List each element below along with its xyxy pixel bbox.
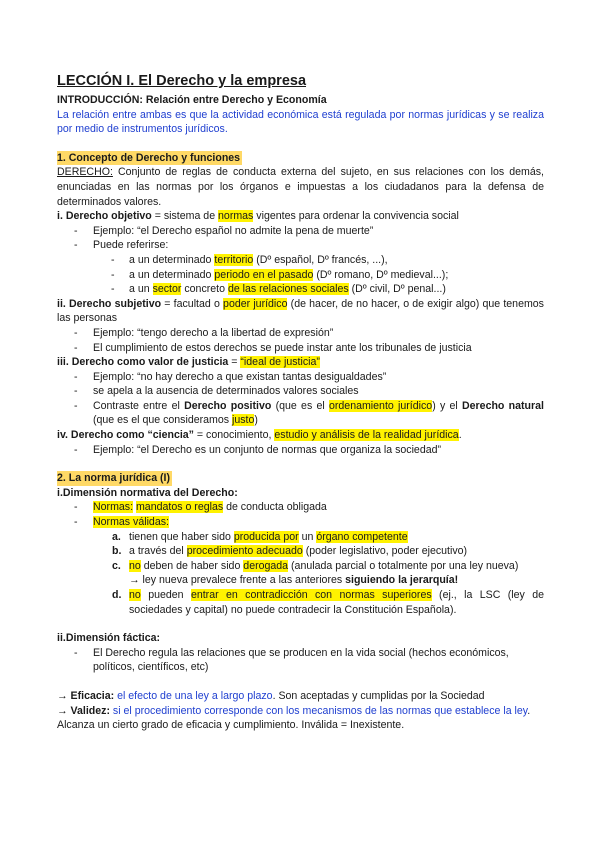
section-1-heading: 1. Concepto de Derecho y funciones <box>57 151 241 164</box>
derecho-objetivo: i. Derecho objetivo = sistema de normas vigentes para ordenar la convivencia social <box>57 210 459 223</box>
list-item: - Ejemplo: “el Derecho español no admite la pena de muerte” <box>57 224 544 239</box>
dimension-normativa-heading: i.Dimensión normativa del Derecho: <box>57 486 238 499</box>
list-item: - se apela a la ausencia de determinados valores sociales <box>57 384 544 399</box>
page-title: LECCIÓN I. El Derecho y la empresa <box>57 73 307 89</box>
list-item: c. no deben de haber sido derogada (anulada parcial o totalmente por una ley nueva) → ley nueva prevalece frente a las anteriores siguiendo la jerarquía! <box>112 559 519 587</box>
list-item: d. no pueden entrar en contradicción con normas superiores (ej., la LSC (ley de sociedades y capital) no puede contradecir la Constitución Española). <box>112 589 544 616</box>
document-page <box>57 72 544 733</box>
list-item: - El cumplimiento de estos derechos se puede instar ante los tribunales de justicia <box>57 341 544 356</box>
list-item: - Ejemplo: “tengo derecho a la libertad de expresión” <box>57 326 544 341</box>
derecho-valor-justicia: iii. Derecho como valor de justicia = “ideal de justicia” <box>57 356 320 369</box>
subjetivo-list <box>57 326 544 355</box>
factica-list <box>57 646 544 675</box>
list-item: - a un sector concreto de las relaciones sociales (Dº civil, Dº penal...) <box>57 282 544 297</box>
list-item: - Contraste entre el Derecho positivo (que es el ordenamiento jurídico) y el Derecho natural (que es el que consideramos justo) <box>57 399 544 428</box>
intro-text: La relación entre ambas es que la actividad económica está regulada por normas jurídicas y se realiza por medio de instrumentos jurídicos. <box>57 108 544 136</box>
list-item: - El Derecho regula las relaciones que se producen en la vida social (hechos económicos, políticos, científicos, etc) <box>57 646 544 675</box>
normas-validas-list <box>57 530 544 618</box>
list-item: - Ejemplo: “el Derecho es un conjunto de normas que organiza la sociedad” <box>57 443 544 458</box>
objetivo-sublist <box>57 253 544 297</box>
list-item: - Ejemplo: “no hay derecho a que existan tantas desigualdades” <box>57 370 544 385</box>
valor-list <box>57 370 544 428</box>
list-item: a. tienen que haber sido producida por un órgano competente <box>112 530 408 543</box>
intro-heading: INTRODUCCIÓN: Relación entre Derecho y Economía <box>57 94 327 106</box>
ciencia-list <box>57 443 544 458</box>
section-2-heading: 2. La norma jurídica (I) <box>57 472 171 485</box>
validez-note: → Validez: si el procedimiento corresponde con los mecanismos de las normas que establece la ley. Alcanza un cierto grado de eficacia y cumplimiento. Inválida = Inexistente. <box>57 704 531 732</box>
eficacia-note: → Eficacia: el efecto de una ley a largo plazo. Son aceptadas y cumplidas por la Sociedad <box>57 689 485 702</box>
objetivo-list <box>57 224 544 253</box>
list-item: - Normas: mandatos o reglas de conducta obligada <box>57 500 544 515</box>
derecho-ciencia: iv. Derecho como “ciencia” = conocimiento, estudio y análisis de la realidad jurídica. <box>57 429 462 442</box>
derecho-subjetivo: ii. Derecho subjetivo = facultad o poder jurídico (de hacer, de no hacer, o de exigir algo) que tenemos las personas <box>57 297 544 325</box>
list-item: b. a través del procedimiento adecuado (poder legislativo, poder ejecutivo) <box>112 545 468 558</box>
list-item: - a un determinado territorio (Dº español, Dº francés, ...), <box>57 253 544 268</box>
dimension-factica-heading: ii.Dimensión fáctica: <box>57 632 161 645</box>
normativa-list <box>57 500 544 529</box>
list-item: - a un determinado periodo en el pasado (Dº romano, Dº medieval...); <box>57 268 544 283</box>
derecho-definition: DERECHO: Conjunto de reglas de conducta externa del sujeto, en sus relaciones con los demás, enunciadas en las normas por los órganos e impuestas a los ciudadanos para la defensa de determinados valores. <box>57 166 544 208</box>
list-item: - Normas válidas: <box>57 515 544 530</box>
list-item: - Puede referirse: <box>57 238 544 253</box>
